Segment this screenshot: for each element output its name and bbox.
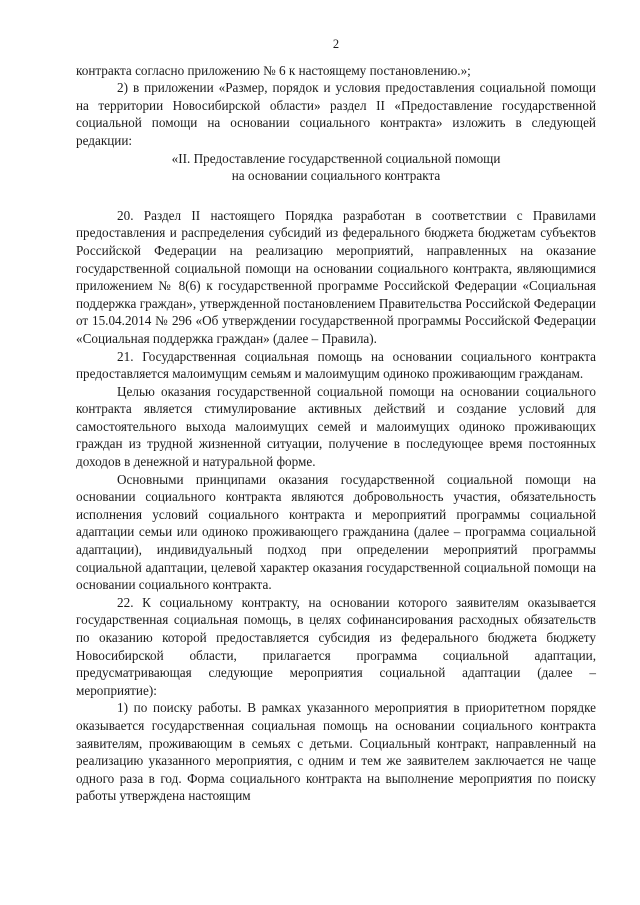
heading-spacer xyxy=(76,185,596,207)
section-heading xyxy=(76,150,596,185)
paragraph-22: 22. К социальному контракту, на основании которого заявителям оказывается государственная социальная помощь, в целях софинансирования расходных обязательств по оказанию которой предоставляется субсидия из федерального бюджета бюджету Новосибирской области, прилагается программа социальной адаптации, предусматривающая следующие мероприятия социальной адаптации (далее – мероприятие): xyxy=(76,594,596,698)
section-heading-line-2: на основании социального контракта xyxy=(231,168,441,184)
paragraph-amendment-2: 2) в приложении «Размер, порядок и условия предоставления социальной помощи на территории Новосибирской области» раздел II «Предоставление государственной социальной помощи на основании социального контракта» изложить в следующей редакции: xyxy=(76,80,596,148)
paragraph-principles: Основными принципами оказания государственной социальной помощи на основании социального контракта являются добровольность участия, обязательность исполнения условий социального контракта и мероприятий программы социальной адаптации семьи или одиноко проживающего гражданина (далее – программа социальной адаптации), индивидуальный подход при определении мероприятий программы социальной адаптации, целевой характер оказания государственной социальной помощи на основании социального контракта. xyxy=(76,471,596,593)
paragraph-20: 20. Раздел II настоящего Порядка разработан в соответствии с Правилами предоставления и распределения субсидий из федерального бюджета бюджетам субъектов Российской Федерации на реализацию мероприятий, направленных на оказание государственной социальной помощи на основании социального контракта, являющимися приложением № 8(6) к государственной программе Российской Федерации «Социальная поддержка граждан», утвержденной постановлением Правительства Российской Федерации от 15.04.2014 № 296 «Об утверждении государственной программы Российской Федерации «Социальная поддержка граждан» (далее – Правила). xyxy=(76,207,596,346)
paragraph-continuation: контракта согласно приложению № 6 к настоящему постановлению.»; xyxy=(76,62,471,78)
section-heading-line-1: «II. Предоставление государственной социальной помощи xyxy=(171,150,501,166)
paragraph-goal: Целью оказания государственной социальной помощи на основании социального контракта является стимулирование активных действий и создание условий для самостоятельного выхода малоимущих семей и малоимущих одиноко проживающих граждан из трудной жизненной ситуации, получение в последующее время постоянных доходов в денежной и натуральной форме. xyxy=(76,383,596,470)
paragraph-21: 21. Государственная социальная помощь на основании социального контракта предоставляется малоимущим семьям и малоимущим одиноко проживающим гражданам. xyxy=(76,348,596,382)
page-number: 2 xyxy=(332,37,340,51)
paragraph-22-item-1: 1) по поиску работы. В рамках указанного мероприятия в приоритетном порядке оказывается государственная социальная помощь на основании социального контракта заявителям, проживающим в семьях с детьми. Социальный контракт, направленный на реализацию указанного мероприятия, с одним и тем же заявителем заключается не чаще одного раза в год. Форма социального контракта на выполнение мероприятия по поиску работы утверждена настоящим xyxy=(76,700,596,804)
